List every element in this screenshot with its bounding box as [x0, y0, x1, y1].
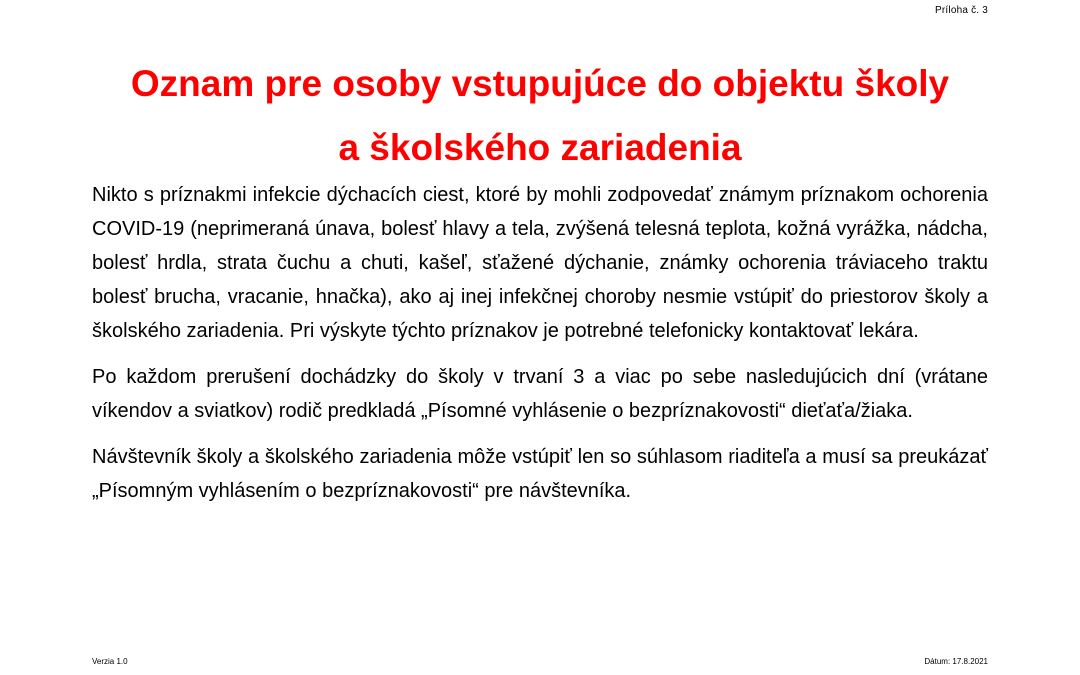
notice-body: [92, 178, 988, 520]
title-line-1: Oznam pre osoby vstupujúce do objektu školy: [130, 63, 950, 104]
paragraph-symptoms: Nikto s príznakmi infekcie dýchacích ciest, ktoré by mohli zodpovedať známym príznakom ochorenia COVID-19 (neprimeraná únava, bolesť hlavy a tela, zvýšená telesná teplota, kožná vyrážka, nádcha, bolesť hrdla, strata čuchu a chuti, kašeľ, sťažené dýchanie, známky ochorenia tráviaceho traktu bolesť brucha, vracanie, hnačka), ako aj inej infekčnej choroby nesmie vstúpiť do priestorov školy a školského zariadenia. Pri výskyte týchto príznakov je potrebné telefonicky kontaktovať lekára.: [92, 184, 988, 342]
title-line-2: a školského zariadenia: [338, 127, 742, 168]
paragraph-absence: Po každom prerušení dochádzky do školy v trvaní 3 a viac po sebe nasledujúcich dní (vrátane víkendov a sviatkov) rodič predkladá „Písomné vyhlásenie o bezpríznakovosti“ dieťaťa/žiaka.: [92, 366, 988, 422]
page-title: [40, 52, 1040, 180]
paragraph-visitor: Návštevník školy a školského zariadenia môže vstúpiť len so súhlasom riaditeľa a musí sa preukázať „Písomným vyhlásením o bezpríznakovosti“ pre návštevníka.: [92, 446, 988, 502]
footer-date: Dátum: 17.8.2021: [924, 657, 988, 666]
annex-label: Príloha č. 3: [935, 5, 988, 16]
footer-version: Verzia 1.0: [92, 657, 128, 666]
